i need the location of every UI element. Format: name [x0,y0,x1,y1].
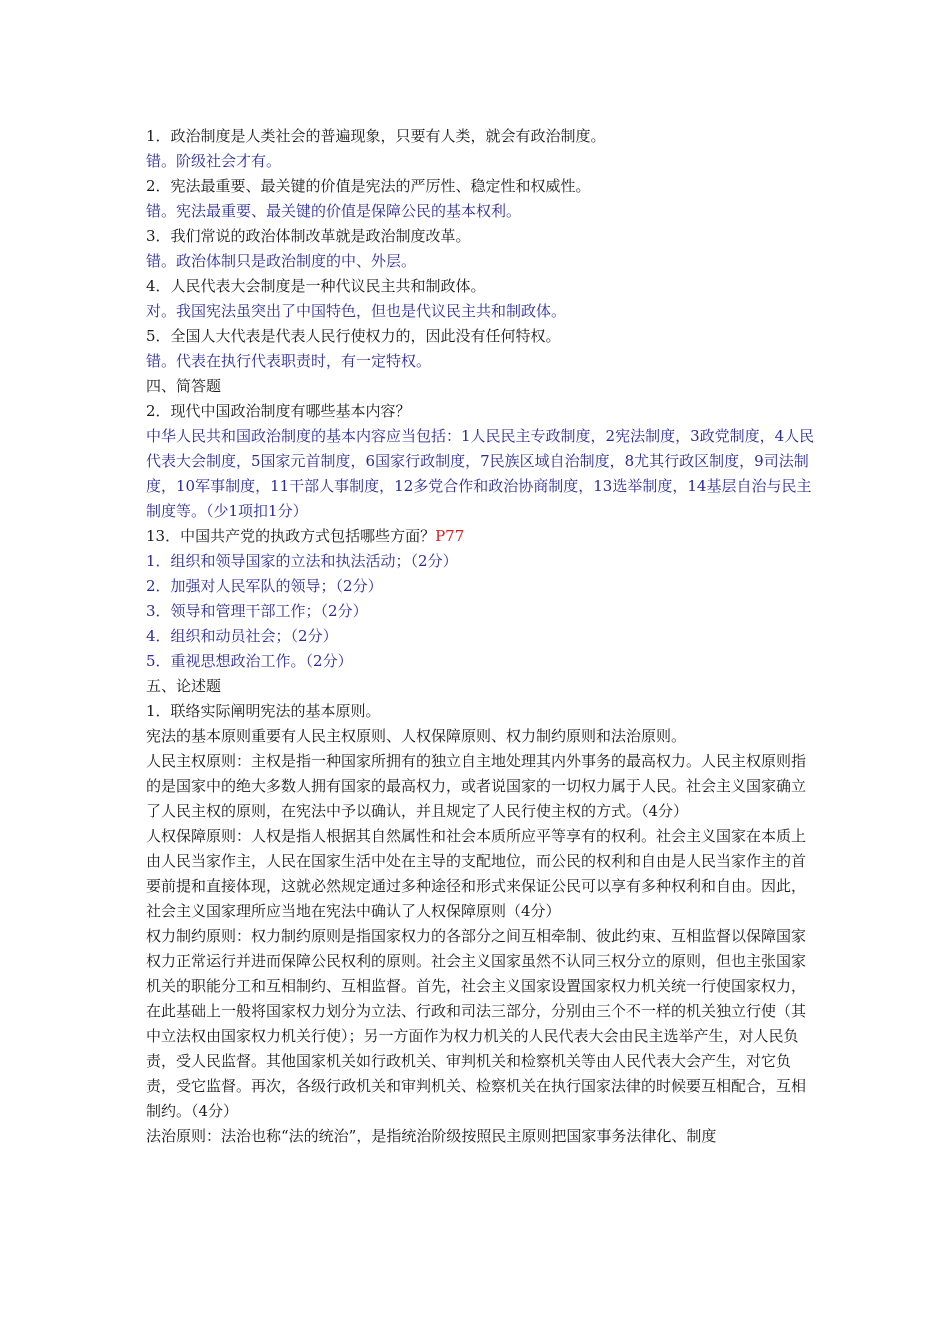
answer-3: 错。政治体制只是政治制度的中、外层。 [146,252,417,270]
list-item: 3．领导和管理干部工作；（2分） [146,602,368,620]
paragraph-human-rights: 人权保障原则：人权是指人根据其自然属性和社会本质所应平等享有的权利。社会主义国家在本质上由人民当家作主，人民在国家生活中处在主导的支配地位，而公民的权利和自由是人民当家作主的首要前提和直接体现，这就必然规定通过多种途径和形式来保证公民可以享有多种权利和自由。因此，社会主义国家理所应当地在宪法中确认了人权保障原则（4分） [146,827,807,920]
list-item: 1．组织和领导国家的立法和执法活动；（2分） [146,552,458,570]
paragraph-rule-of-law: 法治原则：法治也称“法的统治”，是指统治阶级按照民主原则把国家事务法律化、制度 [146,1127,717,1145]
question-13-text: 13．中国共产党的执政方式包括哪些方面？ [146,527,436,545]
question-1: 1．政治制度是人类社会的普遍现象，只要有人类，就会有政治制度。 [146,127,606,145]
short-answer-answer-2: 中华人民共和国政治制度的基本内容应当包括：1人民民主专政制度，2宪法制度，3政党制度，4人民代表大会制度，5国家元首制度，6国家行政制度，7民族区域自治制度，8尤其行政区制度，9司法制度，10军事制度，11干部人事制度，12多党合作和政治协商制度，13选举制度，14基层自治与民主制度等。（少1项扣1分） [146,427,815,520]
list-item: 4．组织和动员社会；（2分） [146,627,338,645]
paragraph-popular-sovereignty: 人民主权原则：主权是指一种国家所拥有的独立自主地处理其内外事务的最高权力。人民主权原则指的是国家中的绝大多数人拥有国家的最高权力，或者说国家的一切权力属于人民。社会主义国家确立了人民主权的原则，在宪法中予以确认，并且规定了人民行使主权的方式。（4分） [146,752,807,820]
question-5: 5．全国人大代表是代表人民行使权力的，因此没有任何特权。 [146,327,561,345]
answer-4: 对。我国宪法虽突出了中国特色，但也是代议民主共和制政体。 [146,302,567,320]
short-answer-question-2: 2．现代中国政治制度有哪些基本内容？ [146,402,411,420]
answer-1: 错。阶级社会才有。 [146,152,282,170]
document-page [146,124,816,1149]
list-item: 5．重视思想政治工作。（2分） [146,652,353,670]
answer-2: 错。宪法最重要、最关键的价值是保障公民的基本权利。 [146,202,522,220]
list-item: 2．加强对人民军队的领导；（2分） [146,577,383,595]
question-4: 4．人民代表大会制度是一种代议民主共和制政体。 [146,277,486,295]
answer-5: 错。代表在执行代表职责时，有一定特权。 [146,352,432,370]
question-2: 2．宪法最重要、最关键的价值是宪法的严厉性、稳定性和权威性。 [146,177,591,195]
short-answer-question-13 [146,524,816,549]
essay-intro: 宪法的基本原则重要有人民主权原则、人权保障原则、权力制约原则和法治原则。 [146,727,687,745]
section-heading-short-answer: 四、简答题 [146,377,222,395]
essay-question-1: 1．联络实际阐明宪法的基本原则。 [146,702,381,720]
paragraph-power-restriction: 权力制约原则：权力制约原则是指国家权力的各部分之间互相牵制、彼此约束、互相监督以保障国家权力正常运行并进而保障公民权利的原则。社会主义国家虽然不认同三权分立的原则，但也主张国家机关的职能分工和互相制约、互相监督。首先，社会主义国家设置国家权力机关统一行使国家权力，在此基础上一般将国家权力划分为立法、行政和司法三部分，分别由三个不一样的机关独立行使（其中立法权由国家权力机关行使）；另一方面作为权力机关的人民代表大会由民主选举产生，对人民负责，受人民监督。其他国家机关如行政机关、审判机关和检察机关等由人民代表大会产生，对它负责，受它监督。再次，各级行政机关和审判机关、检察机关在执行国家法律的时候要互相配合，互相制约。（4分） [146,927,807,1120]
section-heading-essay: 五、论述题 [146,677,222,695]
question-3: 3．我们常说的政治体制改革就是政治制度改革。 [146,227,471,245]
page-reference: P77 [435,527,465,545]
